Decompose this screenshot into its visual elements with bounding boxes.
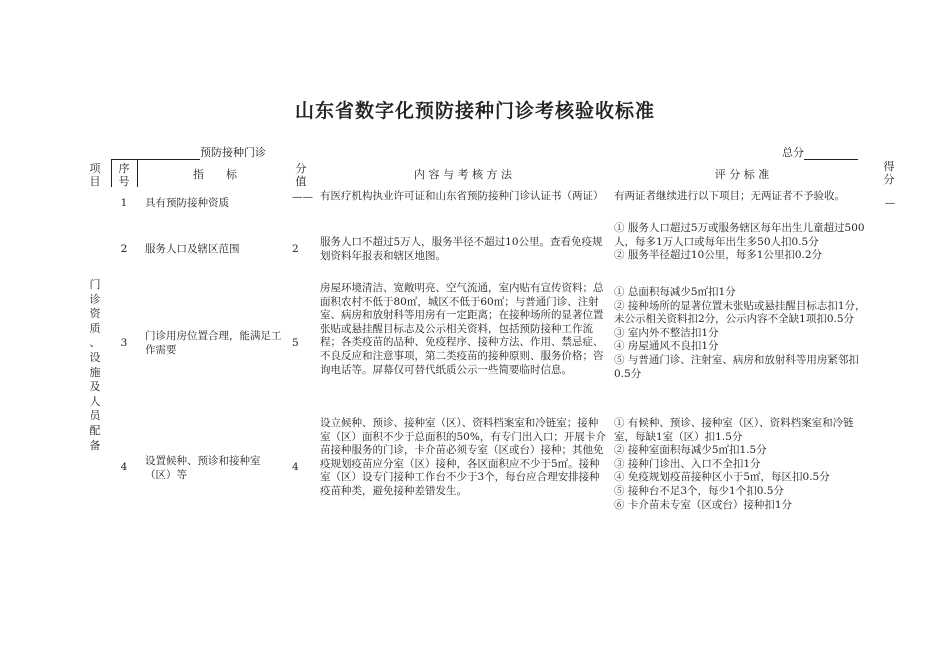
- category-char: 质: [89, 321, 101, 335]
- standard-item: ② 接种场所的显著位置未张贴或悬挂醒目标志扣1分，未公示相关资料扣2分，公示内容不全缺1项扣0.5分: [614, 299, 866, 326]
- standard-item: ⑤ 接种台不足3个，每少1个扣0.5分: [614, 484, 784, 497]
- header-seq-2: 号: [118, 175, 130, 188]
- clinic-suffix: 预防接种门诊: [200, 146, 266, 159]
- standard-item: ③ 室内外不整洁扣1分: [614, 326, 719, 339]
- clinic-name-line: [112, 144, 266, 160]
- header-divider: [111, 159, 112, 187]
- standard-item: ① 有候种、预诊、接种室（区）、资料档案室和冷链室，每缺1室（区）扣1.5分: [614, 417, 854, 443]
- row-score: 4: [292, 461, 299, 473]
- category-char: 诊: [89, 292, 101, 306]
- category-char: 施: [89, 365, 101, 379]
- category-char: 门: [89, 278, 101, 291]
- header-seq: [113, 162, 135, 188]
- row-method: 设立候种、预诊、接种室（区）、资料档案室和冷链室；接种室（区）面积不少于总面积的50%，有专门出入口；开展卡介苗接种服务的门诊，卡介苗必须专室（区或台）接种；其他免疫规划疫苗应分室（区）接种，各区面积应不少于5㎡。接种室（区）设专门接种工作台不少于3个，每台应合理安排接种疫苗种类，避免接种差错发生。: [320, 417, 606, 497]
- header-got: [878, 160, 900, 186]
- standard-item: ① 总面积每减少5㎡扣1分: [614, 286, 736, 298]
- category-char: 设: [89, 350, 101, 364]
- row-got: —: [884, 197, 896, 209]
- row-method: 房屋环境清洁、宽敞明亮、空气流通，室内贴有宣传资料；总面积农村不低于80㎡，城区不低于60㎡；与普通门诊、注射室、病房和放射科等用房有一定距离；在接种场所的显著位置张贴或悬挂醒目标志及公示相关资料，包括预防接种工作流程；各类疫苗的品种、免疫程序、接种方法、作用、禁忌症、不良反应和注意事项，第二类疫苗的接种原则、服务价格；咨询电话等。屏幕仅可替代纸质公示一些简要临时信息。: [320, 282, 604, 376]
- clinic-name-blank: [112, 147, 200, 160]
- category-char: 及: [89, 380, 101, 394]
- row-indicator: 设置候种、预诊和接种室（区）等: [145, 455, 261, 481]
- standard-item: ④ 免疫规划疫苗接种区小于5㎡，每区扣0.5分: [614, 471, 830, 484]
- header-category-1: 项: [89, 162, 101, 175]
- header-seq-1: 序: [118, 162, 130, 175]
- header-got-2: 分: [883, 173, 895, 186]
- header-method: 内 容 与 考 核 方 法: [414, 168, 512, 181]
- row-standard: [614, 190, 870, 204]
- row-seq: 1: [120, 197, 128, 209]
- category-char: 、: [89, 336, 101, 350]
- category-char: 员: [89, 409, 101, 423]
- total-score-blank: [804, 147, 858, 160]
- standard-item: ④ 房屋通风不良扣1分: [614, 340, 719, 353]
- standard-item: ③ 接种门诊出、入口不全扣1分: [614, 457, 761, 470]
- header-indicator: 指 标: [193, 168, 237, 181]
- row-score: 2: [292, 243, 299, 255]
- row-indicator: 门诊用房位置合理，能满足工作需要: [145, 330, 282, 356]
- row-method: 有医疗机构执业许可证和山东省预防接种门诊认证书（两证）: [320, 190, 604, 202]
- row-score: ——: [292, 191, 313, 203]
- total-label: 总分: [782, 146, 804, 159]
- category-char: 配: [89, 423, 101, 437]
- category-char: 资: [89, 307, 101, 321]
- page-title: 山东省数字化预防接种门诊考核验收标准: [294, 100, 655, 122]
- header-score: [290, 162, 312, 188]
- standard-item: ⑥ 卡介苗未专室（区或台）接种扣1分: [614, 498, 793, 511]
- row-score: 5: [292, 337, 299, 349]
- category-char: 备: [89, 438, 101, 452]
- row-indicator: 具有预防接种资质: [145, 197, 229, 209]
- standard-item: ② 接种室面积每减少5㎡扣1.5分: [614, 444, 767, 457]
- standard-item: ① 服务人口超过5万或服务辖区每年出生儿童超过500人，每多1万人口或每年出生多50人扣0.5分: [614, 222, 865, 248]
- header-score-1: 分: [295, 162, 307, 175]
- row-seq: 3: [120, 337, 128, 349]
- row-standard: [614, 286, 870, 381]
- standard-item: ⑤ 与普通门诊、注射室、病房和放射科等用房紧邻扣0.5分: [614, 353, 859, 380]
- row-standard: [614, 222, 870, 263]
- row-standard: [614, 417, 870, 512]
- header-got-1: 得: [883, 160, 895, 173]
- standard-item: 有两证者继续进行以下项目；无两证者不予验收。: [614, 190, 845, 202]
- row-seq: 4: [120, 461, 128, 473]
- row-method: 服务人口不超过5万人，服务半径不超过10公里。查看免疫规划资料年报表和辖区地图。: [320, 236, 603, 262]
- row-indicator: 服务人口及辖区范围: [145, 243, 240, 255]
- total-score-line: [782, 144, 858, 160]
- standard-item: ② 服务半径超过10公里，每多1公里扣0.2分: [614, 249, 823, 262]
- header-category-2: 目: [89, 175, 101, 188]
- header-score-2: 值: [295, 175, 307, 188]
- header-category: [84, 162, 106, 188]
- header-standard: 评 分 标 准: [714, 168, 770, 181]
- category-label: [83, 278, 107, 453]
- row-seq: 2: [120, 243, 128, 255]
- header-divider: [137, 159, 138, 187]
- category-char: 人: [89, 394, 101, 408]
